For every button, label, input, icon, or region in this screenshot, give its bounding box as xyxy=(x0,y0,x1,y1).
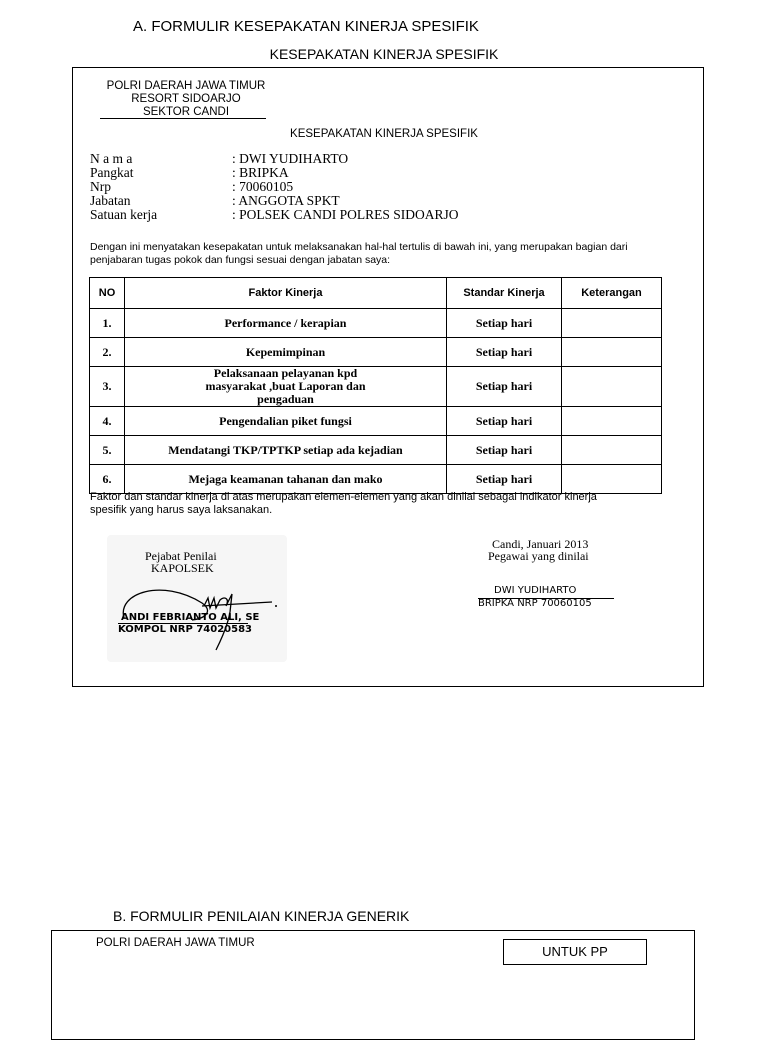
cell-faktor: Mendatangi TKP/TPTKP setiap ada kejadian xyxy=(125,436,447,465)
cell-no: 4. xyxy=(90,407,125,436)
field-label-jabatan: Jabatan xyxy=(90,193,131,208)
cell-standar: Setiap hari xyxy=(447,465,562,494)
cell-keterangan xyxy=(562,367,662,407)
col-header-faktor: Faktor Kinerja xyxy=(125,278,447,309)
table-row xyxy=(90,367,662,407)
field-label-pangkat: Pangkat xyxy=(90,165,134,180)
pejabat-name: ANDI FEBRIANTO ALI, SE xyxy=(121,612,260,623)
cell-keterangan xyxy=(562,338,662,367)
header-line-1: POLRI DAERAH JAWA TIMUR xyxy=(106,80,266,92)
cell-standar: Setiap hari xyxy=(447,436,562,465)
cell-faktor: Pengendalian piket fungsi xyxy=(125,407,447,436)
header-line-3: SEKTOR CANDI xyxy=(142,106,230,118)
cell-faktor: Mejaga keamanan tahanan dan mako xyxy=(125,465,447,494)
cell-keterangan xyxy=(562,436,662,465)
table-header-row xyxy=(90,278,662,309)
cell-no: 1. xyxy=(90,309,125,338)
document-title: KESEPAKATAN KINERJA SPESIFIK xyxy=(269,46,499,62)
field-label-satuan-kerja: Satuan kerja xyxy=(90,207,158,222)
cell-standar: Setiap hari xyxy=(447,367,562,407)
untuk-pp-box: UNTUK PP xyxy=(503,939,647,965)
pegawai-name: DWI YUDIHARTO xyxy=(494,585,577,596)
cell-faktor: Pelaksanaan pelayanan kpd masyarakat ,buat Laporan dan pengaduan xyxy=(125,367,447,407)
intro-statement: Dengan ini menyatakan kesepakatan untuk melaksanakan hal-hal tertulis di bawah ini, yang merupakan bagian dari penjabaran tugas pokok dan fungsi sesuai dengan jabatan saya: xyxy=(90,241,628,266)
section-b-header: POLRI DAERAH JAWA TIMUR xyxy=(96,937,255,949)
cell-no: 5. xyxy=(90,436,125,465)
performance-table xyxy=(89,277,662,494)
inner-title: KESEPAKATAN KINERJA SPESIFIK xyxy=(290,128,478,140)
table-row xyxy=(90,407,662,436)
cell-standar: Setiap hari xyxy=(447,309,562,338)
table-row xyxy=(90,338,662,367)
field-value-nama: : DWI YUDIHARTO xyxy=(232,151,349,166)
pejabat-title: KAPOLSEK xyxy=(151,561,214,575)
place-date: Candi, Januari 2013 xyxy=(492,537,589,551)
cell-faktor: Performance / kerapian xyxy=(125,309,447,338)
pegawai-nrp: BRIPKA NRP 70060105 xyxy=(478,598,592,609)
field-value-nrp: : 70060105 xyxy=(232,179,294,194)
pejabat-penilai-label: Pejabat Penilai xyxy=(145,549,217,563)
header-underline xyxy=(100,118,266,119)
cell-keterangan xyxy=(562,309,662,338)
table-row xyxy=(90,436,662,465)
field-value-satuan-kerja: : POLSEK CANDI POLRES SIDOARJO xyxy=(232,207,459,222)
col-header-no: NO xyxy=(90,278,125,309)
table-row xyxy=(90,465,662,494)
cell-keterangan xyxy=(562,407,662,436)
cell-keterangan xyxy=(562,465,662,494)
cell-faktor: Kepemimpinan xyxy=(125,338,447,367)
cell-standar: Setiap hari xyxy=(447,407,562,436)
cell-no: 3. xyxy=(90,367,125,407)
header-line-2: RESORT SIDOARJO xyxy=(131,93,241,105)
field-value-jabatan: : ANGGOTA SPKT xyxy=(232,193,340,208)
field-label-nrp: Nrp xyxy=(90,179,111,194)
cell-no: 2. xyxy=(90,338,125,367)
field-value-pangkat: : BRIPKA xyxy=(232,165,289,180)
cell-standar: Setiap hari xyxy=(447,338,562,367)
section-a-title: A. FORMULIR KESEPAKATAN KINERJA SPESIFIK xyxy=(133,18,479,35)
field-label-nama: N a m a xyxy=(90,151,133,166)
closing-statement: Faktor dan standar kinerja di atas merupakan elemen-elemen yang akan dinilai sebagai indikator kinerja spesifik yang harus saya laksanakan. xyxy=(90,491,597,516)
institution-header xyxy=(92,80,280,119)
table-row xyxy=(90,309,662,338)
cell-no: 6. xyxy=(90,465,125,494)
pejabat-nrp: KOMPOL NRP 74020583 xyxy=(118,624,252,635)
pegawai-label: Pegawai yang dinilai xyxy=(488,549,589,563)
col-header-keterangan: Keterangan xyxy=(562,278,662,309)
section-b-title: B. FORMULIR PENILAIAN KINERJA GENERIK xyxy=(113,908,410,924)
col-header-standar: Standar Kinerja xyxy=(447,278,562,309)
